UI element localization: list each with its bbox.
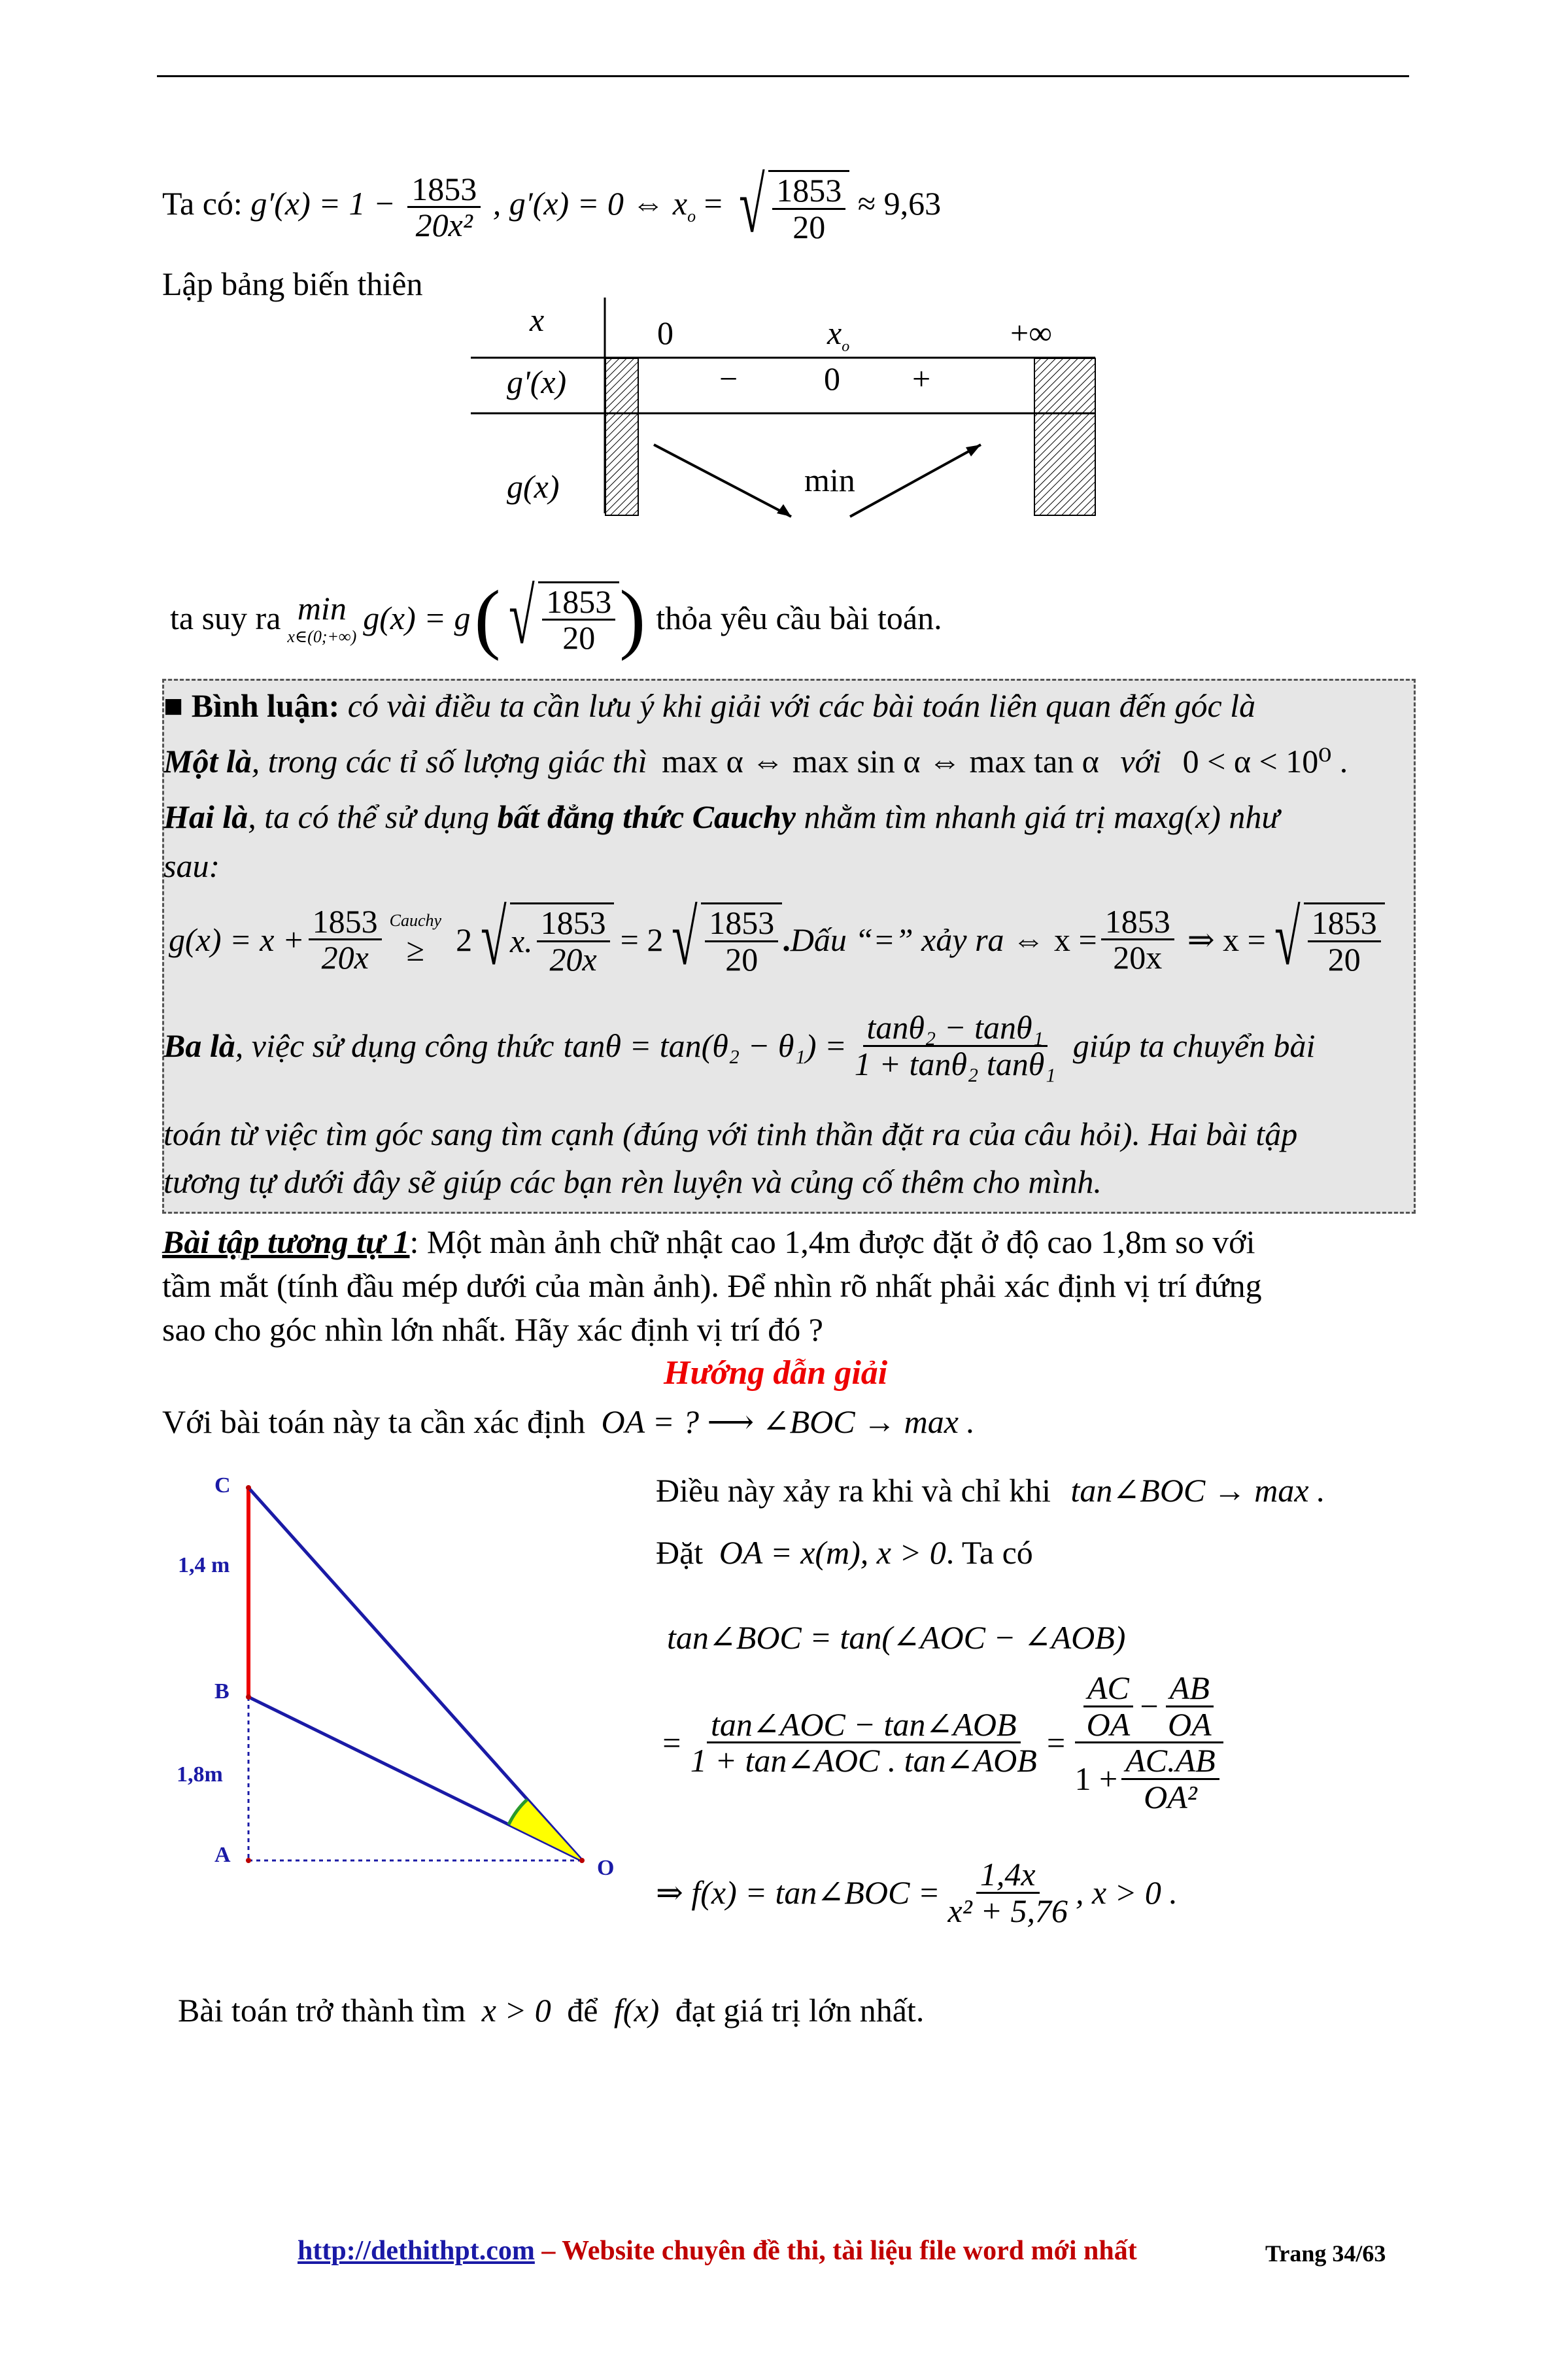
one-plus: 1 + [1074, 1760, 1118, 1797]
solution-tail-2: . Ta có [946, 1534, 1033, 1571]
frac-num: 1853 [309, 904, 382, 941]
cauchy-label: Cauchy [389, 910, 442, 930]
final-text-1: Bài toán trở thành tìm [178, 1992, 466, 2029]
frac-den: 20x [549, 940, 597, 978]
frac-den: OA² [1144, 1778, 1197, 1815]
frac-den: 1 + tan∠AOC . tan∠AOB [690, 1742, 1037, 1779]
period: . [782, 921, 791, 958]
triangle-figure [163, 1465, 647, 1896]
table-x-label: x [530, 301, 545, 338]
min-subscript: x∈(0;+∞) [287, 627, 357, 646]
final-text-2: để [567, 1992, 598, 2029]
frac-num: tanθ₂ − tanθ₁ [863, 1010, 1048, 1047]
exercise-text-2: tầm mắt (tính đầu mép dưới của màn ảnh). Để nhìn rõ nhất phải xác định vị trí đứng [162, 1267, 1262, 1304]
equals-sign: = [1044, 1724, 1067, 1761]
solution-line-1 [656, 1471, 1325, 1509]
exercise-line-1 [162, 1223, 1255, 1261]
point-c-label: C [214, 1473, 231, 1498]
frac-num: 1853 [705, 906, 778, 942]
increasing-arrow [850, 445, 981, 517]
page-number: Trang 34/63 [1265, 2240, 1386, 2267]
table-x-zero: 0 [657, 315, 673, 351]
frac-den: 1 + tanθ₂ tanθ₁ [854, 1045, 1056, 1082]
frac-num: 1853 [537, 906, 610, 942]
conclusion-suffix: thỏa yêu cầu bài toán. [656, 600, 942, 636]
x-equals: x = [1054, 921, 1097, 958]
conclusion-prefix: ta suy ra [170, 600, 281, 636]
sign-plus: + [912, 360, 931, 397]
guide-title: Hướng dẫn giải [664, 1354, 888, 1392]
frac-den: x² + 5,76 [947, 1892, 1068, 1929]
exercise-text-3: sao cho góc nhìn lớn nhất. Hãy xác định vị trí đó ? [162, 1311, 823, 1348]
sqrt-num: 1853 [772, 173, 845, 210]
minus-sign: − [1138, 1687, 1160, 1724]
point1-with: với [1120, 743, 1162, 779]
radical-sign: √ [1274, 894, 1301, 981]
hatched-region-left [605, 358, 638, 515]
final-math-1: x > 0 [481, 1992, 551, 2029]
sqrt-expression [730, 162, 849, 248]
equals-sign: = [660, 1724, 683, 1761]
min-operator [287, 589, 356, 647]
hatched-region-right [1034, 358, 1095, 515]
table-gprime-label: g'(x) [507, 364, 567, 400]
point3-line2: toán từ việc tìm góc sang tìm cạnh (đúng với tinh thần đặt ra của câu hỏi). Hai bài tập [163, 1116, 1298, 1152]
final-math-2: f(x) [613, 1992, 660, 2029]
header-rule [157, 75, 1409, 77]
coef-two: 2 [456, 921, 473, 958]
table-x-infinity: +∞ [1010, 315, 1052, 351]
solution-math-1: tan∠BOC → max . [1070, 1472, 1325, 1509]
frac-num: 1853 [1101, 904, 1174, 941]
point3-text: , việc sử dụng công thức [235, 1027, 554, 1064]
table-x-sub: o [842, 338, 850, 355]
point2-line2: sau: [163, 848, 220, 884]
point3-line3: tương tự dưới đây sẽ giúp các bạn rèn luyện và củng cố thêm cho mình. [163, 1163, 1102, 1200]
exercise-text-1: : Một màn ảnh chữ nhật cao 1,4m được đặt ở độ cao 1,8m so với [409, 1224, 1255, 1260]
conclusion-expr: g(x) = g [363, 600, 471, 636]
segment-co [248, 1488, 582, 1860]
sqrt-den: 20 [793, 208, 826, 245]
eq-equals: = [696, 184, 723, 222]
eq-prefix: Ta có: [162, 184, 251, 222]
right-paren: ) [619, 574, 646, 661]
point3-formula: tanθ = tan(θ₂ − θ₁) = [563, 1027, 847, 1064]
frac-den: OA [1167, 1705, 1212, 1743]
frac-den: 20 [725, 940, 758, 978]
exercise-title: Bài tập tương tự 1 [162, 1224, 410, 1260]
eq-sub: o [687, 206, 696, 226]
min-label: min [297, 590, 347, 626]
comment-point-1 [163, 742, 1348, 780]
guide-line [162, 1403, 975, 1441]
footer-text: – Website chuyên đề thi, tài liệu file word mới nhất [534, 2236, 1137, 2266]
ge-sign: ≥ [406, 931, 425, 968]
x-dot: x. [509, 923, 533, 959]
frac-num: 1853 [1308, 906, 1381, 942]
radical-sign: √ [739, 162, 766, 248]
frac-num: AB [1166, 1671, 1214, 1707]
point3-tail: giúp ta chuyển bài [1072, 1027, 1316, 1064]
decreasing-arrow [654, 445, 791, 517]
solution-line-5 [656, 1857, 1178, 1928]
point-b-label: B [214, 1679, 230, 1704]
footer-link[interactable]: http://dethithpt.com [298, 2236, 535, 2266]
solution-line-3: tan∠BOC = tan(∠AOC − ∠AOB) [667, 1619, 1126, 1656]
sqrt-num: 1853 [542, 585, 615, 621]
frac-num: AC.AB [1121, 1743, 1219, 1780]
solution-line-2 [656, 1533, 1033, 1571]
derivative-equation [162, 162, 942, 248]
cauchy-inequality [169, 894, 1385, 981]
comment-point-2 [163, 798, 1280, 836]
frac-den: 20 [1327, 940, 1361, 978]
comment-intro: có vài điều ta cần lưu ý khi giải với các bài toán liên quan đến góc là [339, 687, 1256, 724]
eq-mid: , g′(x) = 0 ⇔ x [492, 184, 688, 222]
comment-point-3 [163, 1010, 1315, 1081]
eq-fraction [407, 172, 481, 243]
radical-sign: √ [481, 894, 507, 981]
point2-bold: bất đẳng thức Cauchy [497, 798, 796, 835]
length-ba-label: 1,8m [177, 1762, 223, 1787]
equality-condition: Dấu “=” xảy ra ⇔ [790, 921, 1046, 958]
sign-minus: − [719, 360, 738, 397]
point1-math: max α ⇔ max sin α ⇔ max tan α [662, 743, 1099, 779]
frac-num: AC [1083, 1671, 1133, 1707]
solution-text-1: Điều này xảy ra khi và chỉ khi [656, 1472, 1051, 1509]
final-text-3: đạt giá trị lớn nhất. [675, 1992, 925, 2029]
sqrt-den: 20 [562, 619, 596, 656]
table-x-xo: x [827, 315, 842, 351]
final-line [178, 1991, 924, 2029]
table-heading: Lập bảng biến thiên [162, 266, 423, 302]
point2-label: Hai là [163, 798, 248, 835]
guide-math: OA = ? ⟶ ∠BOC → max . [601, 1403, 975, 1440]
cauchy-lhs: g(x) = x + [169, 921, 305, 958]
footer [298, 2235, 1137, 2267]
radical-sign: √ [672, 894, 698, 981]
point1-label: Một là [163, 743, 252, 779]
frac-den: 20x [1113, 939, 1163, 976]
frac-num: tan∠AOC − tan∠AOB [707, 1707, 1021, 1744]
left-paren: ( [474, 574, 501, 661]
equals-two: = 2 [620, 921, 664, 958]
table-g-min: min [804, 462, 855, 498]
point1-range: 0 < α < 10⁰ . [1182, 743, 1348, 779]
sign-zero: 0 [824, 360, 840, 397]
frac-den: OA [1086, 1705, 1131, 1743]
eq-lhs: g′(x) = 1 − [250, 184, 396, 222]
length-cb-label: 1,4 m [178, 1553, 230, 1577]
point3-label: Ba là [163, 1027, 235, 1064]
radical-sign: √ [509, 572, 536, 660]
conclusion-line [170, 572, 942, 661]
frac-den: 20x [321, 939, 369, 976]
guide-text: Với bài toán này ta cần xác định [162, 1403, 586, 1440]
segment-bo [248, 1697, 582, 1860]
approx-value: ≈ 9,63 [857, 184, 942, 222]
solution-line-4 [660, 1671, 1231, 1814]
point-o-label: O [597, 1856, 615, 1880]
table-g-label: g(x) [507, 468, 560, 505]
comment-title: Bình luận: [191, 687, 340, 724]
implies-x: ⇒ x = [1187, 921, 1266, 958]
fx-lhs: ⇒ f(x) = tan∠BOC = [656, 1874, 940, 1911]
frac-den: 20x² [415, 207, 473, 243]
square-bullet-icon: ■ [163, 687, 184, 724]
point1-text: , trong các tỉ số lượng giác thì [251, 743, 647, 779]
solution-text-2: Đặt [656, 1534, 704, 1571]
frac-num: 1,4x [976, 1857, 1040, 1894]
frac-num: 1853 [407, 172, 481, 209]
comment-title-line [163, 687, 1255, 725]
solution-math-2: OA = x(m), x > 0 [719, 1534, 946, 1571]
point2-text: , ta có thể sử dụng [248, 798, 498, 835]
point-a-label: A [214, 1843, 231, 1867]
point2-text2: nhằm tìm nhanh giá trị maxg(x) như [796, 798, 1280, 835]
fx-tail: , x > 0 . [1075, 1874, 1178, 1911]
